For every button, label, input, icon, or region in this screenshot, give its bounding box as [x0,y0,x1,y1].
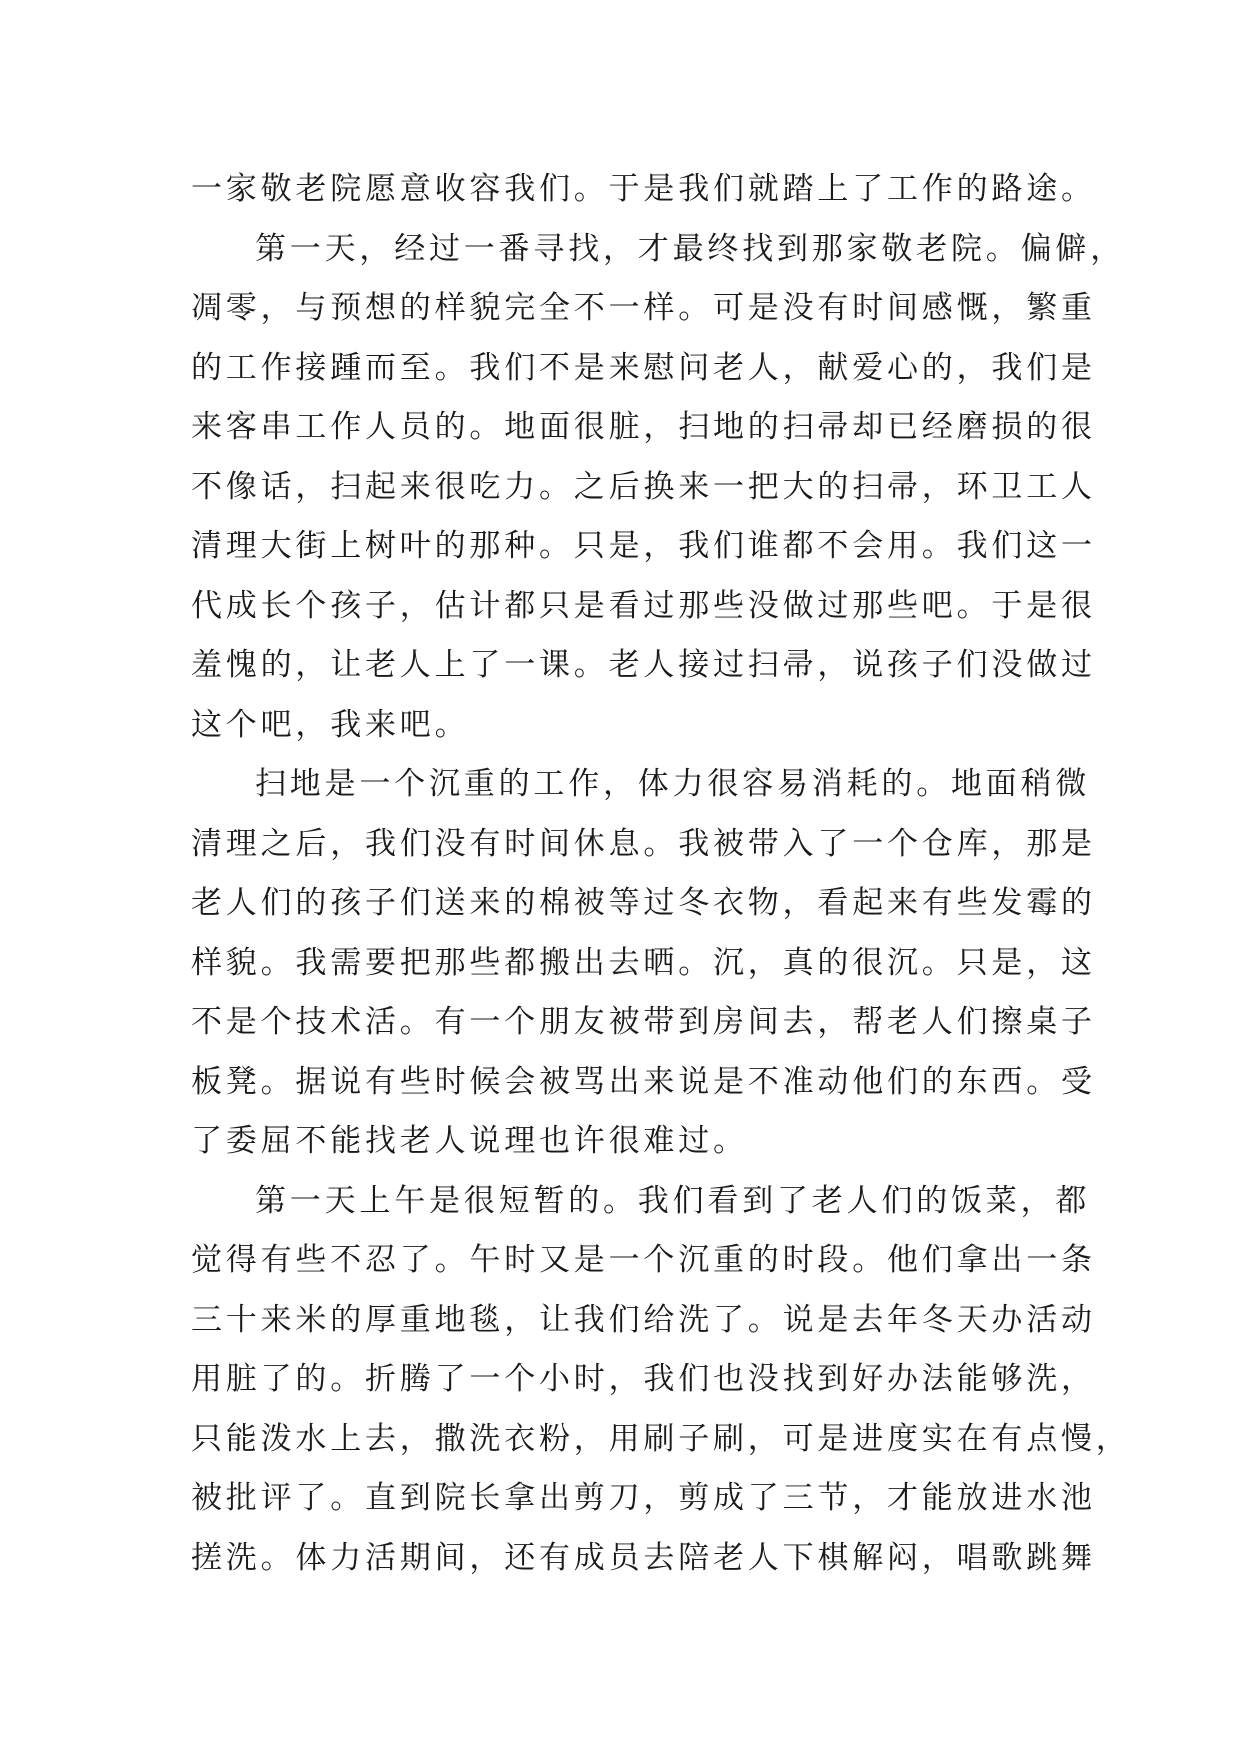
text-line: 被批评了。直到院长拿出剪刀，剪成了三节，才能放进水池 [191,1480,1096,1516]
paragraph-first-line: 扫地是一个沉重的工作，体力很容易消耗的。地面稍微 [255,766,1091,802]
text-line: 清理大街上树叶的那种。只是，我们谁都不会用。我们这一 [191,528,1096,564]
text-line: 代成长个孩子，估计都只是看过那些没做过那些吧。于是很 [191,587,1096,624]
text-line: 一家敬老院愿意收容我们。于是我们就踏上了工作的路途。 [191,171,1096,207]
paragraph-first-line: 第一天上午是很短暂的。我们看到了老人们的饭菜，都 [255,1182,1091,1219]
paragraph-first-line: 第一天，经过一番寻找，才最终找到那家敬老院。偏僻， [255,230,1125,267]
text-line: 不像话，扫起来很吃力。之后换来一把大的扫帚，环卫工人 [191,468,1096,505]
text-line: 的工作接踵而至。我们不是来慰问老人，献爱心的，我们是 [191,349,1096,386]
text-line: 凋零，与预想的样貌完全不一样。可是没有时间感慨，繁重 [191,290,1096,326]
text-line: 清理之后，我们没有时间休息。我被带入了一个仓库，那是 [191,825,1096,862]
text-line: 样貌。我需要把那些都搬出去晒。沉，真的很沉。只是，这 [191,944,1096,981]
text-line: 觉得有些不忍了。午时又是一个沉重的时段。他们拿出一条 [191,1242,1096,1278]
text-line: 搓洗。体力活期间，还有成员去陪老人下棋解闷，唱歌跳舞 [191,1539,1096,1576]
text-line: 来客串工作人员的。地面很脏，扫地的扫帚却已经磨损的很 [191,409,1096,445]
text-line: 用脏了的。折腾了一个小时，我们也没找到好办法能够洗， [191,1361,1096,1397]
text-line: 老人们的孩子们送来的棉被等过冬衣物，看起来有些发霉的 [191,885,1096,921]
text-line: 不是个技术活。有一个朋友被带到房间去，帮老人们擦桌子 [191,1004,1096,1040]
text-line: 三十来米的厚重地毯，让我们给洗了。说是去年冬天办活动 [191,1301,1096,1338]
text-line: 板凳。据说有些时候会被骂出来说是不准动他们的东西。受 [191,1063,1096,1100]
text-line: 只能泼水上去，撒洗衣粉，用刷子刷，可是进度实在有点慢， [191,1420,1131,1457]
body-text [191,160,1131,1588]
text-line: 羞愧的，让老人上了一课。老人接过扫帚，说孩子们没做过 [191,647,1096,683]
text-line: 这个吧，我来吧。 [191,706,470,743]
text-line: 了委屈不能找老人说理也许很难过。 [191,1123,748,1159]
